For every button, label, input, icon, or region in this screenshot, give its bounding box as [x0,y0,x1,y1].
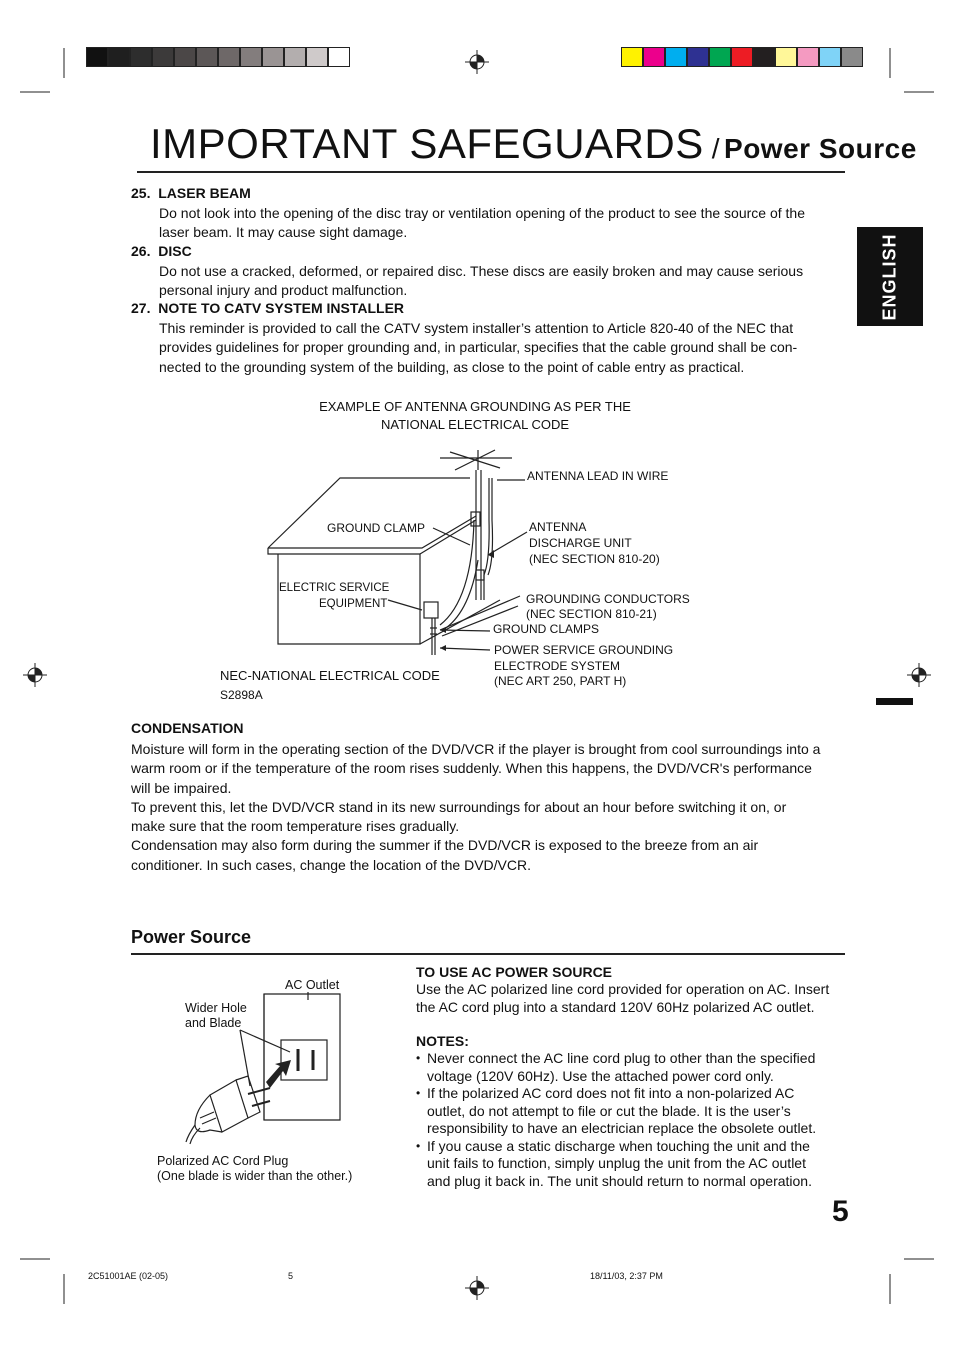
item-line: laser beam. It may cause sight damage. [159,224,408,241]
paragraph-line: conditioner. In such cases, change the location of the DVD/VCR. [131,856,532,873]
item-heading: DISC [158,242,192,259]
item-line: nected to the grounding system of the building, as close to the point of cable entry as practical. [159,358,745,375]
label-polarized-plug: Polarized AC Cord Plug (One blade is wider than the other.) [157,1154,353,1183]
page-number: 5 [832,1195,849,1228]
item-heading: LASER BEAM [158,185,251,201]
diagram-caption: EXAMPLE OF ANTENNA GROUNDING AS PER THE NATIONAL ELECTRICAL CODE [319,399,631,432]
label-antenna-lead: ANTENNA LEAD IN WIRE [527,469,669,483]
footer-left: 2C51001AE (02-05) [88,1271,169,1281]
label-ac-outlet: AC Outlet [285,978,340,992]
item-heading: NOTE TO CATV SYSTEM INSTALLER [158,300,405,317]
label-nec: NEC-NATIONAL ELECTRICAL CODE [220,668,440,683]
paragraph-line: the AC cord plug into a standard 120V 60Hz polarized AC outlet. [416,998,815,1015]
paragraph-line: Moisture will form in the operating section of the DVD/VCR if the player is brought from cool surroundings into a [131,741,821,757]
item-line: This reminder is provided to call the CATV system installer’s attention to Article 820-40 of the NEC that [159,320,794,337]
label-ground-clamps: GROUND CLAMPS [493,622,600,636]
footer-right: 18/11/03, 2:37 PM [590,1271,663,1281]
condensation-heading: CONDENSATION [131,720,244,736]
footer-center: 5 [288,1271,294,1281]
label-ground-clamp: GROUND CLAMP [327,521,426,535]
diagram-code: S2898A [220,688,263,702]
label-grounding-conductors: GROUNDING CONDUCTORS (NEC SECTION 810-21) [526,592,690,621]
item-line: personal injury and product malfunction. [159,281,408,298]
item-line: provides guidelines for proper grounding and, in particular, specifies that the cable ground shall be con- [159,339,798,356]
note-item: • Never connect the AC line cord plug to other than the specified voltage (120V 60Hz). Use the attached power cord only. [416,1050,856,1085]
ac-power-text [416,964,856,1190]
power-source-heading: Power Source [131,927,252,947]
language-tab-label: ENGLISH [879,232,900,321]
label-power-service-grounding: POWER SERVICE GROUNDING ELECTRODE SYSTEM (NEC ART 250, PART H) [494,643,674,688]
item-number: 27. [131,300,151,317]
title-slash: / [711,133,721,164]
paragraph-line: Use the AC polarized line cord provided for operation on AC. Insert [416,981,830,997]
paragraph-line: will be impaired. [131,779,232,796]
notes-list [416,1050,856,1190]
item-line: Do not look into the opening of the disc tray or ventilation opening of the product to see the source of the [159,205,805,221]
note-item: • If you cause a static discharge when touching the unit and the unit fails to function, simply unplug the unit from the AC outlet and plug it back in. The unit should return to normal operation. [416,1138,856,1191]
title-main: IMPORTANT SAFEGUARDS [150,120,704,167]
paragraph-line: To prevent this, let the DVD/VCR stand in its new surroundings for about an hour before switching it on, or [131,798,787,815]
paragraph-line: make sure that the room temperature rises gradually. [131,818,460,835]
item-line: Do not use a cracked, deformed, or repaired disc. These discs are easily broken and may cause serious [159,262,804,279]
item-number: 25. [131,185,151,201]
item-number: 26. [131,242,151,259]
label-discharge-unit: ANTENNA DISCHARGE UNIT (NEC SECTION 810-20) [529,520,660,566]
note-item: • If the polarized AC cord does not fit into a non-polarized AC outlet, do not attempt to file or cut the blade. It is the user’s responsibility to have an electrician replace the obsolete outlet. [416,1085,856,1138]
title-sub: Power Source [724,133,917,164]
ac-power-heading: TO USE AC POWER SOURCE [416,964,613,980]
paragraph-line: Condensation may also form during the summer if the DVD/VCR is exposed to the breeze from an air [131,837,759,854]
label-wider-hole: Wider Hole and Blade [185,1001,247,1030]
notes-heading: NOTES: [416,1033,469,1049]
label-electric-service: ELECTRIC SERVICE EQUIPMENT [279,582,390,610]
paragraph-line: warm room or if the temperature of the room rises suddenly. When this happens, the DVD/VCR's performance [131,760,812,777]
